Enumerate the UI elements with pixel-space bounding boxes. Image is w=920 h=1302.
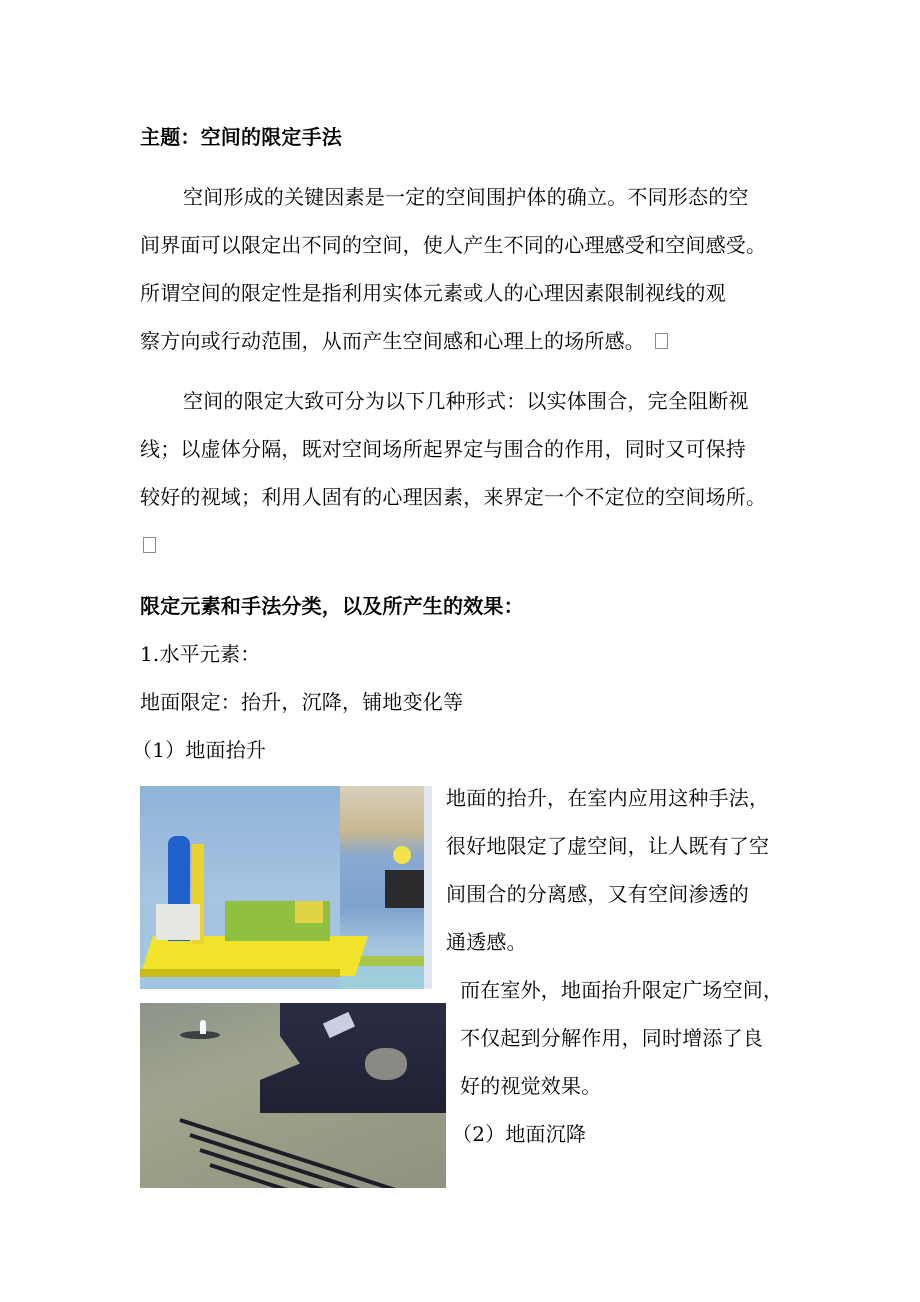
- paragraph-line: 不仅起到分解作用，同时增添了良: [460, 1026, 763, 1050]
- document-title: 主题：空间的限定手法: [140, 125, 342, 149]
- raised-floor-interior-photo: [140, 786, 432, 989]
- paragraph-line: 较好的视域；利用人固有的心理因素，来界定一个不定位的空间场所。: [140, 485, 767, 509]
- item-label-raise: （1）地面抬升: [132, 738, 267, 762]
- section-heading: 限定元素和手法分类，以及所产生的效果：: [140, 594, 524, 618]
- floor-methods-text: 地面限定：抬升，沉降，铺地变化等: [140, 690, 464, 714]
- paragraph-line: 间界面可以限定出不同的空间，使人产生不同的心理感受和空间感受。: [140, 233, 767, 257]
- missing-glyph-icon: [655, 333, 668, 349]
- paragraph-line: [140, 281, 726, 305]
- paragraph-line: 好的视觉效果。: [460, 1074, 602, 1098]
- paragraph-line: 地面的抬升，在室内应用这种手法，: [446, 786, 770, 810]
- paragraph-line: [140, 533, 156, 557]
- paragraph-line: [140, 329, 668, 353]
- paragraph-line: 空间的限定大致可分为以下几种形式：以实体围合，完全阻断视: [183, 389, 749, 413]
- subsection-heading: 1.水平元素：: [140, 642, 261, 666]
- paragraph-line: 线；以虚体分隔，既对空间场所起界定与围合的作用，同时又可保持: [140, 437, 746, 461]
- paragraph-text: 所谓空间的限定性是指利用实体元素或人的心理因素限制视线的观: [140, 281, 726, 305]
- missing-glyph-icon: [143, 537, 156, 553]
- raised-plaza-outdoor-photo: [140, 1003, 446, 1188]
- paragraph-line: 很好地限定了虚空间，让人既有了空: [446, 834, 770, 858]
- paragraph-text: 察方向或行动范围，从而产生空间感和心理上的场所感。: [140, 329, 645, 353]
- paragraph-line: 而在室外，地面抬升限定广场空间，: [460, 978, 784, 1002]
- paragraph-line: 通透感。: [446, 930, 527, 954]
- item-label-sink: （2）地面沉降: [452, 1122, 587, 1146]
- paragraph-line: 空间形成的关键因素是一定的空间围护体的确立。不同形态的空: [183, 185, 749, 209]
- paragraph-line: 间围合的分离感，又有空间渗透的: [446, 882, 749, 906]
